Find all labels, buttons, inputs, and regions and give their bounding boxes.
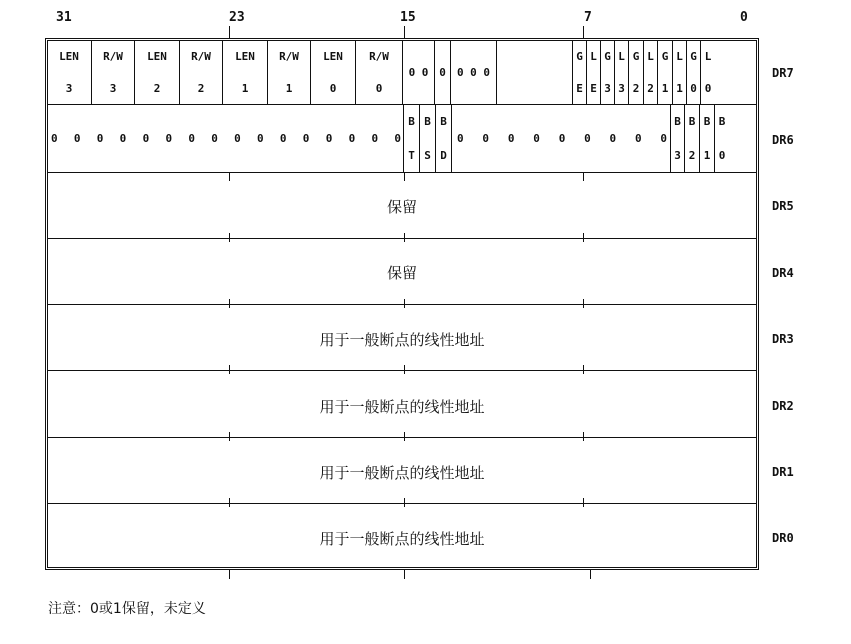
dr7-rw0: R/W 0 <box>356 40 403 104</box>
dr7-g3: G 3 <box>601 40 615 104</box>
bottom-tick-15 <box>404 570 405 579</box>
dr6-b2: B 2 <box>685 105 700 172</box>
dr1-tick-15 <box>404 432 405 441</box>
dr0-text: 用于一般断点的线性地址 <box>319 530 485 548</box>
dr3-text: 用于一般断点的线性地址 <box>319 331 485 349</box>
dr1-tick-7 <box>583 432 584 441</box>
dr1-divider <box>47 503 757 504</box>
bit-23-tick <box>229 26 230 38</box>
dr7-l3: L 3 <box>615 40 629 104</box>
dr7-len0: LEN 0 <box>311 40 356 104</box>
dr6-b0: B 0 <box>718 115 726 162</box>
dr6-b1: B 1 <box>700 105 715 172</box>
dr4-tick-15 <box>404 233 405 242</box>
dr2-divider <box>47 437 757 438</box>
dr5-text: 保留 <box>386 198 417 216</box>
dr4-text: 保留 <box>386 264 417 282</box>
dr1-text: 用于一般断点的线性地址 <box>319 464 485 482</box>
dr7-g0: G 0 <box>687 40 701 104</box>
dr7-g1: G 1 <box>658 40 673 104</box>
dr2-tick-7 <box>583 365 584 374</box>
dr7-g2: G 2 <box>629 40 644 104</box>
dr3-tick-15 <box>404 299 405 308</box>
dr3-divider <box>47 370 757 371</box>
dr0-tick-23 <box>229 498 230 507</box>
bottom-tick-23 <box>229 570 230 579</box>
dr2-tick-23 <box>229 365 230 374</box>
dr5-divider <box>47 238 757 239</box>
dr4-divider <box>47 304 757 305</box>
dr4-label: DR4 <box>772 266 794 280</box>
dr7-reserved-zeros-a: 0 0 <box>403 40 435 104</box>
dr6-divider <box>47 172 757 173</box>
dr7-l2: L 2 <box>644 40 658 104</box>
bit-15-tick <box>404 26 405 38</box>
dr7-rw2: R/W 2 <box>180 40 223 104</box>
dr7-rw1: R/W 1 <box>268 40 311 104</box>
dr7-row <box>45 40 759 104</box>
dr4-tick-23 <box>229 233 230 242</box>
bit-15-label: 15 <box>400 10 416 25</box>
dr7-l0: L 0 <box>704 49 712 95</box>
dr7-rw3: R/W 3 <box>92 40 135 104</box>
dr5-tick-7 <box>583 172 584 181</box>
dr5-tick-23 <box>229 172 230 181</box>
dr7-len2: LEN 2 <box>135 40 180 104</box>
dr7-ge: G E <box>573 40 587 104</box>
dr3-tick-7 <box>583 299 584 308</box>
dr0-tick-15 <box>404 498 405 507</box>
bit-23-label: 23 <box>229 10 245 25</box>
dr1-label: DR1 <box>772 465 794 479</box>
dr7-len1: LEN 1 <box>223 40 268 104</box>
dr7-l1: L 1 <box>673 40 687 104</box>
dr7-reserved-zeros-c: 0 0 0 <box>451 40 497 104</box>
footnote: 注意：0或1保留，未定义 <box>48 601 206 617</box>
dr0-label: DR0 <box>772 531 794 545</box>
dr6-b3: B 3 <box>670 105 685 172</box>
dr1-tick-23 <box>229 432 230 441</box>
dr6-reserved-zeros-left: 0 0 0 0 0 0 0 0 0 0 0 0 0 0 0 0 <box>51 132 401 145</box>
dr6-bd: B D <box>436 105 452 172</box>
dr6-bs: B S <box>420 105 436 172</box>
bit-7-tick <box>583 26 584 38</box>
dr3-tick-23 <box>229 299 230 308</box>
dr5-label: DR5 <box>772 199 794 213</box>
bottom-tick-7 <box>590 570 591 579</box>
bit-0-label: 0 <box>740 10 748 25</box>
dr7-len3: LEN 3 <box>47 40 92 104</box>
dr4-tick-7 <box>583 233 584 242</box>
dr2-tick-15 <box>404 365 405 374</box>
dr7-label: DR7 <box>772 66 794 80</box>
dr6-bt: B T <box>403 105 420 172</box>
dr7-le: L E <box>587 40 601 104</box>
dr2-label: DR2 <box>772 399 794 413</box>
dr3-label: DR3 <box>772 332 794 346</box>
dr7-unused-gap <box>497 40 573 104</box>
dr6-reserved-zeros-mid: 0 0 0 0 0 0 0 0 0 <box>457 132 667 145</box>
dr6-label: DR6 <box>772 133 794 147</box>
dr2-text: 用于一般断点的线性地址 <box>319 398 485 416</box>
bit-31-label: 31 <box>56 10 72 25</box>
dr6-row <box>45 105 759 172</box>
dr0-tick-7 <box>583 498 584 507</box>
dr5-tick-15 <box>404 172 405 181</box>
bit-7-label: 7 <box>584 10 592 25</box>
dr7-reserved-zero-b: 0 <box>435 40 451 104</box>
